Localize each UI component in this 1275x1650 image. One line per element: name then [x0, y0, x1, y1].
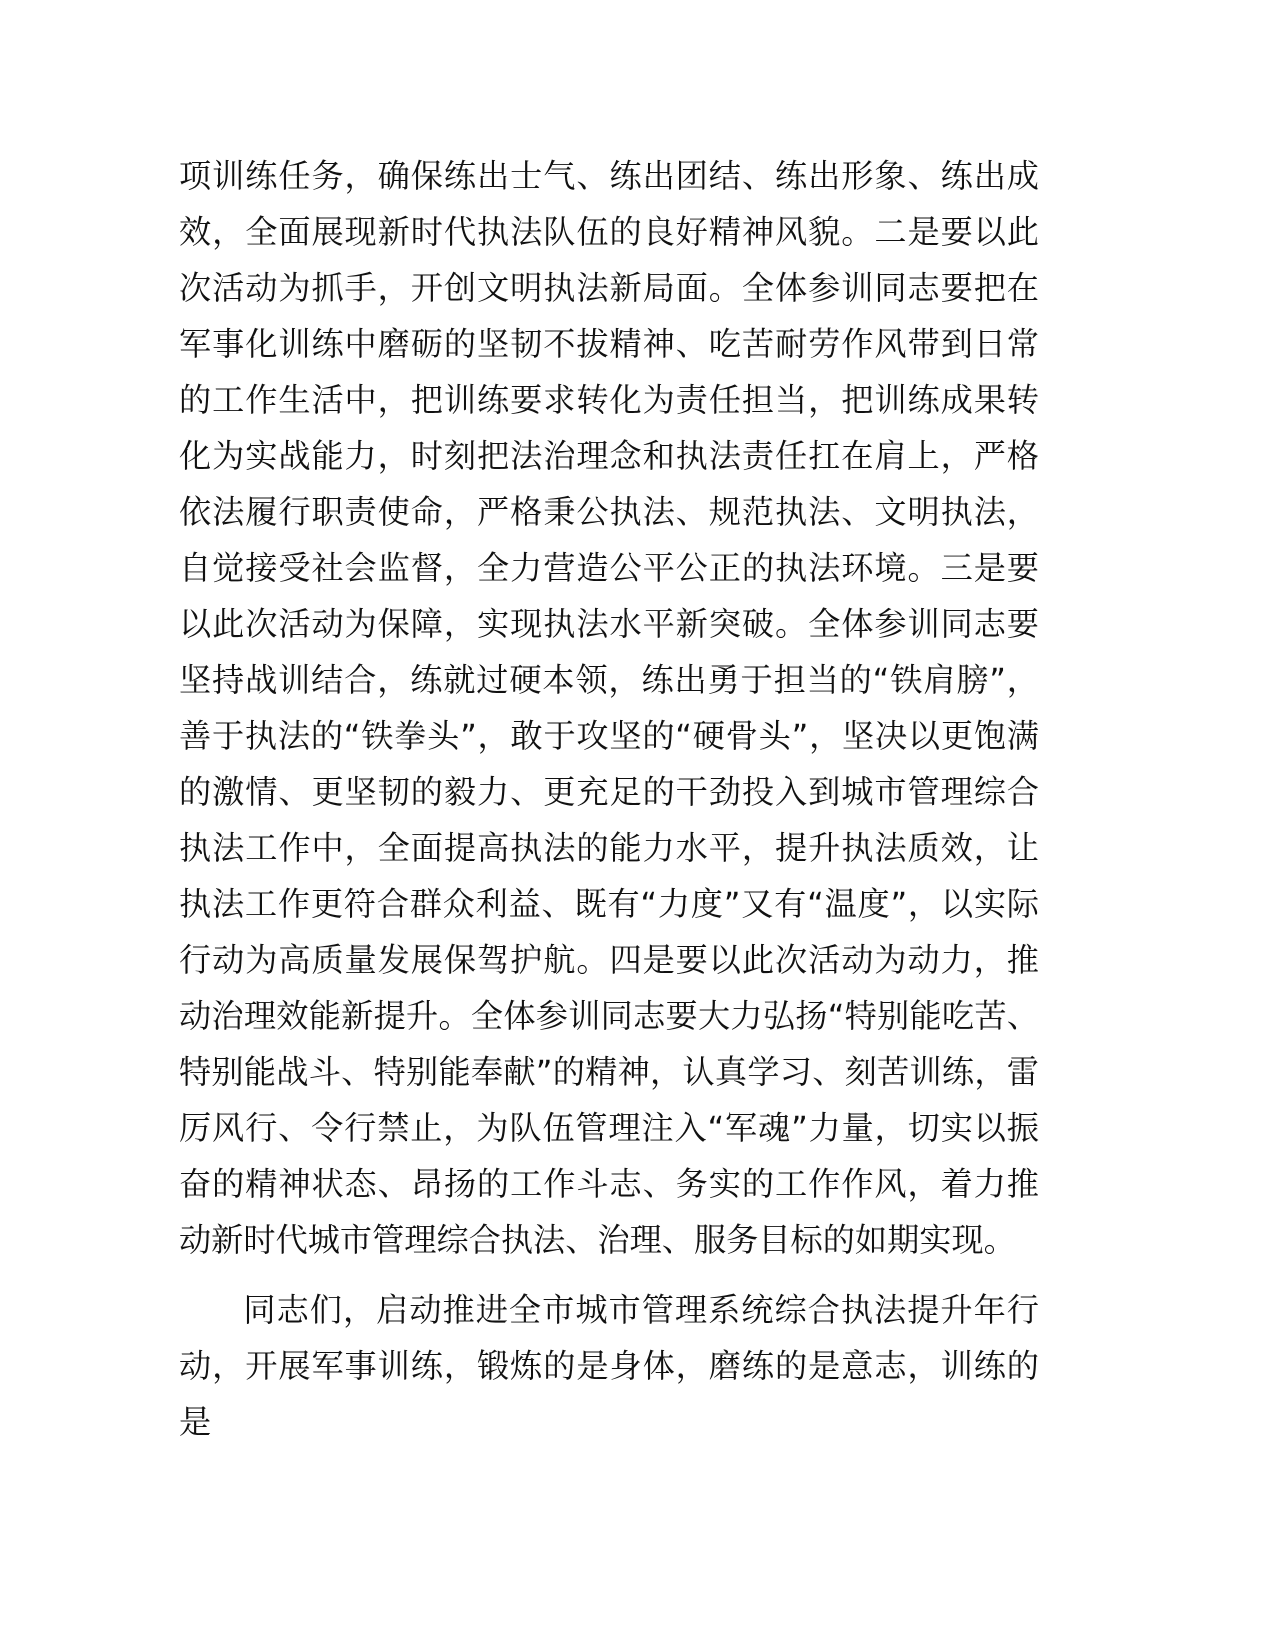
paragraph-comrades: 同志们，启动推进全市城市管理系统综合执法提升年行动，开展军事训练，锻炼的是身体，磨练的是意志，训练的是	[179, 1291, 1039, 1441]
paragraph-continued: 项训练任务，确保练出士气、练出团结、练出形象、练出成效，全面展现新时代执法队伍的良好精神风貌。二是要以此次活动为抓手，开创文明执法新局面。全体参训同志要把在军事化训练中磨砺的坚韧不拔精神、吃苦耐劳作风带到日常的工作生活中，把训练要求转化为责任担当，把训练成果转化为实战能力，时刻把法治理念和执法责任扛在肩上，严格依法履行职责使命，严格秉公执法、规范执法、文明执法，自觉接受社会监督，全力营造公平公正的执法环境。三是要以此次活动为保障，实现执法水平新突破。全体参训同志要坚持战训结合，练就过硬本领，练出勇于担当的“铁肩膀”，善于执法的“铁拳头”，敢于攻坚的“硬骨头”，坚决以更饱满的激情、更坚韧的毅力、更充足的干劲投入到城市管理综合执法工作中，全面提高执法的能力水平，提升执法质效，让执法工作更符合群众利益、既有“力度”又有“温度”，以实际行动为高质量发展保驾护航。四是要以此次活动为动力，推动治理效能新提升。全体参训同志要大力弘扬“特别能吃苦、特别能战斗、特别能奉献”的精神，认真学习、刻苦训练，雷厉风行、令行禁止，为队伍管理注入“军魂”力量，切实以振奋的精神状态、昂扬的工作斗志、务实的工作作风，着力推动新时代城市管理综合执法、治理、服务目标的如期实现。	[179, 157, 1039, 1259]
document-body	[179, 148, 1039, 1450]
